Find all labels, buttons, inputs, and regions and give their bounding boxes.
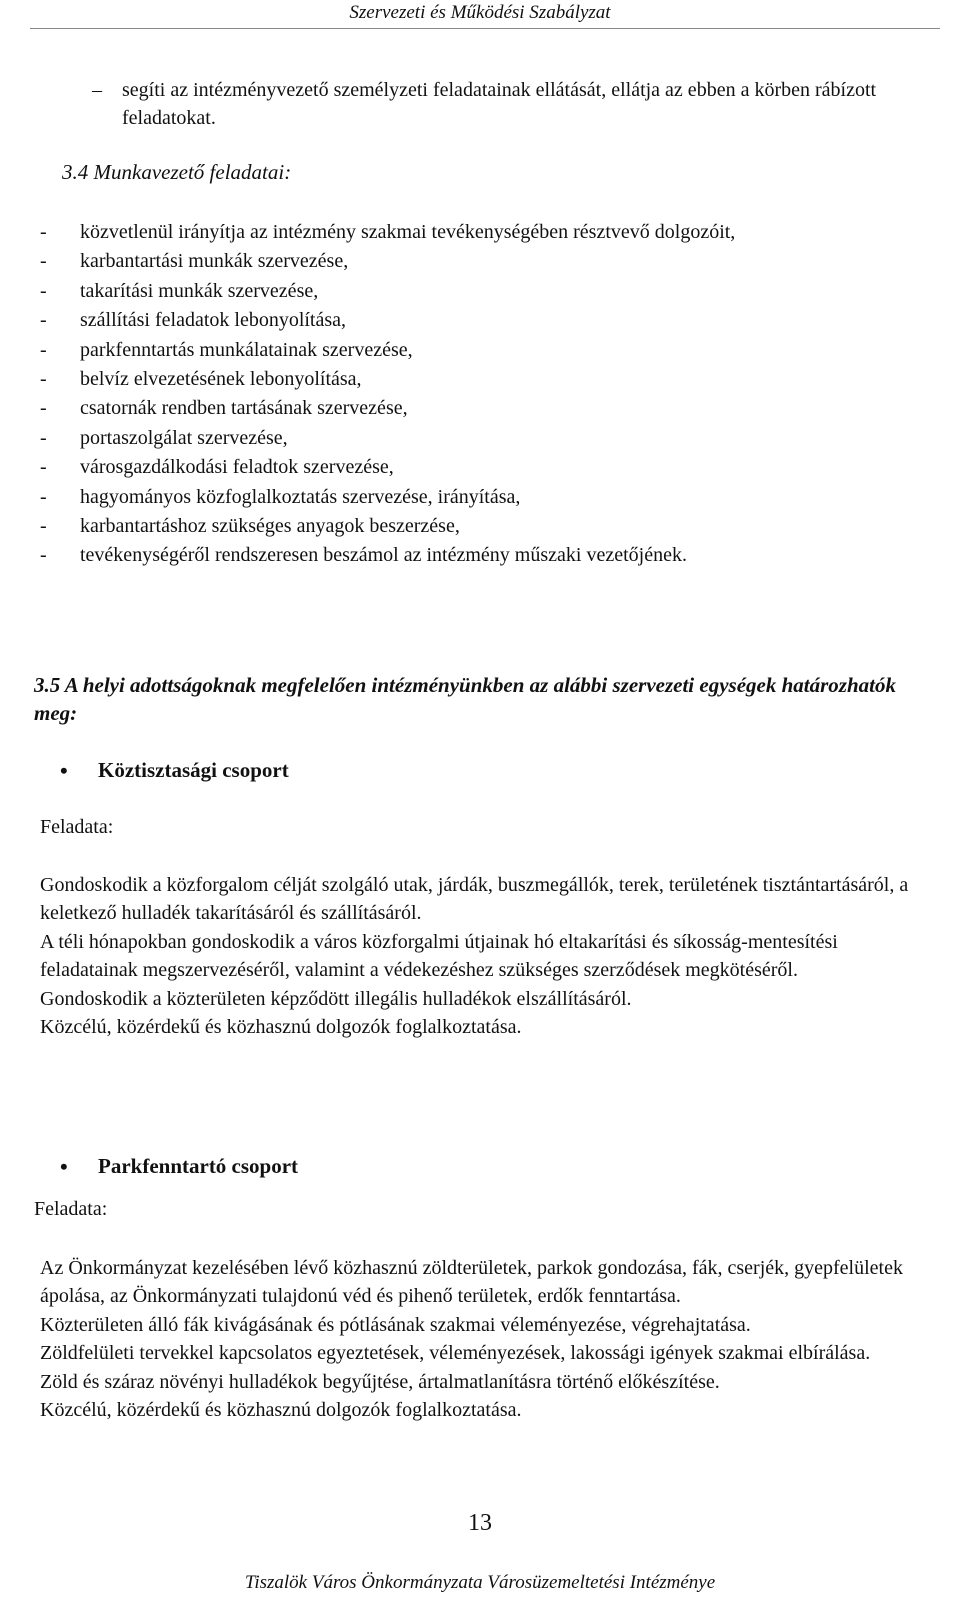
group-heading-parkfenntarto (60, 1154, 299, 1179)
list-item (40, 541, 920, 570)
parkfenntarto-description (40, 1254, 930, 1424)
dash-marker: - (40, 368, 47, 391)
dash-marker: - (40, 279, 47, 302)
paragraph: Az Önkormányzat kezelésében lévő közhasznú zöldterületek, parkok gondozása, fák, cserjék, gyepfelületek ápolása, az Önkormányzati tulajdonú véd és pihenő területek, erdők fenntartása. (40, 1257, 903, 1308)
dash-marker: – (92, 79, 102, 101)
dash-marker: - (40, 426, 47, 449)
section-title-3-4: 3.4 Munkavezető feladatai: (62, 160, 292, 184)
list-item-text: csatornák rendben tartásának szervezése, (80, 397, 408, 420)
list-item-text: karbantartási munkák szervezése, (80, 250, 349, 273)
dash-marker: - (40, 544, 47, 567)
feladata-label: Feladata: (34, 1198, 108, 1220)
bullet-icon: • (60, 1154, 68, 1179)
list-item-text: karbantartáshoz szükséges anyagok beszerzése, (80, 515, 460, 538)
list-item-text: szállítási feladatok lebonyolítása, (80, 309, 347, 332)
dash-marker: - (40, 221, 47, 243)
list-item (40, 453, 920, 482)
intro-list-item (92, 76, 936, 132)
running-footer: Tiszalök Város Önkormányzata Városüzemeltetési Intézménye (244, 1572, 716, 1593)
paragraph: Zöld és száraz növényi hulladékok begyűjtése, ártalmatlanításra történő előkészítése. (40, 1370, 720, 1393)
list-item (40, 336, 920, 365)
list-item (40, 424, 920, 453)
page-number: 13 (468, 1510, 492, 1536)
list-item-text: belvíz elvezetésének lebonyolítása, (80, 368, 362, 391)
dash-marker: - (40, 456, 47, 479)
list-item-text: közvetlenül irányítja az intézmény szakmai tevékenységében résztvevő dolgozóit, (80, 221, 736, 243)
paragraph: Közcélú, közérdekű és közhasznú dolgozók foglalkoztatása. (40, 1016, 522, 1039)
running-header: Szervezeti és Működési Szabályzat (349, 2, 611, 23)
dash-marker: - (40, 397, 47, 420)
section-title-3-5: 3.5 A helyi adottságoknak megfelelően intézményünkben az alábbi szervezeti egységek határozhatók meg: (34, 673, 896, 725)
group-heading-koztisztasagi (60, 758, 289, 783)
paragraph: Gondoskodik a közterületen képződött illegális hulladékok elszállításáról. (40, 987, 632, 1010)
list-item-text: tevékenységéről rendszeresen beszámol az intézmény műszaki vezetőjének. (80, 544, 687, 567)
koztisztasagi-description (40, 871, 930, 1041)
dash-marker: - (40, 250, 47, 273)
paragraph: Gondoskodik a közforgalom célját szolgáló utak, járdák, buszmegállók, terek, területének tisztántartásáról, a keletkező hulladék takarításáról és szállításáról. (40, 874, 909, 925)
paragraph: Közcélú, közérdekű és közhasznú dolgozók foglalkoztatása. (40, 1399, 522, 1422)
group-heading-text: Parkfenntartó csoport (98, 1154, 299, 1178)
bullet-icon: • (60, 758, 68, 783)
list-item-text: parkfenntartás munkálatainak szervezése, (80, 338, 413, 361)
paragraph: A téli hónapokban gondoskodik a város közforgalmi útjainak hó eltakarítási és síkosság-mentesítési feladatainak megszervezéséről, valamint a védekezéshez szükséges szerződések megkötéséről. (40, 930, 838, 982)
header-divider (30, 28, 940, 29)
list-item-text: portaszolgálat szervezése, (80, 426, 288, 449)
intro-text: segíti az intézményvezető személyzeti feladatainak ellátását, ellátja az ebben a körben rábízott feladatokat. (122, 79, 877, 129)
munkavezeto-task-list (40, 218, 920, 571)
list-item (40, 218, 920, 247)
list-item (40, 306, 920, 335)
list-item (40, 247, 920, 276)
list-item (40, 277, 920, 306)
list-item (40, 512, 920, 541)
dash-marker: - (40, 338, 47, 361)
list-item-text: városgazdálkodási feladtok szervezése, (80, 456, 394, 479)
feladata-label: Feladata: (40, 816, 114, 838)
paragraph: Közterületen álló fák kivágásának és pótlásának szakmai véleményezése, végrehajtatása. (40, 1313, 751, 1336)
list-item-text: hagyományos közfoglalkoztatás szervezése, irányítása, (80, 485, 521, 508)
list-item (40, 394, 920, 423)
paragraph: Zöldfelületi tervekkel kapcsolatos egyeztetések, véleményezések, lakossági igények szakmai elbírálása. (40, 1342, 871, 1365)
list-item (40, 365, 920, 394)
dash-marker: - (40, 485, 47, 508)
list-item-text: takarítási munkák szervezése, (80, 279, 319, 302)
dash-marker: - (40, 515, 47, 538)
list-item (40, 483, 920, 512)
dash-marker: - (40, 309, 47, 332)
group-heading-text: Köztisztasági csoport (98, 758, 289, 782)
